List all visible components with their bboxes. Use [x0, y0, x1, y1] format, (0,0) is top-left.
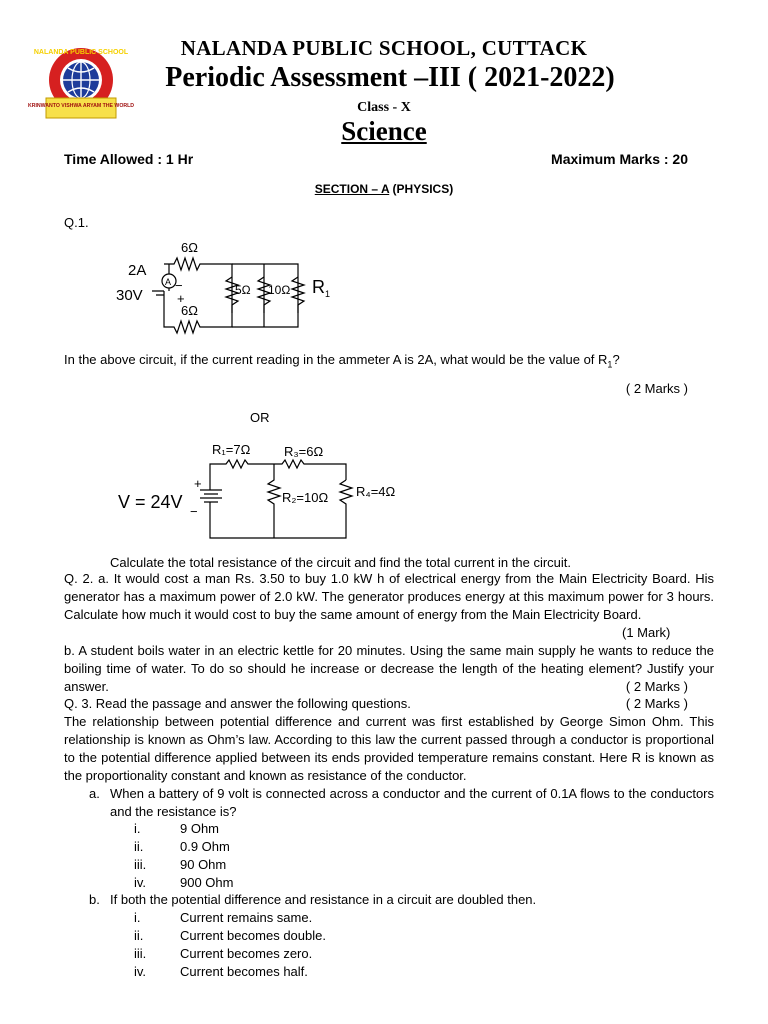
q3-marks: ( 2 Marks ): [625, 696, 688, 711]
maximum-marks: Maximum Marks : 20: [551, 151, 688, 167]
school-name: NALANDA PUBLIC SCHOOL, CUTTACK: [180, 36, 588, 60]
q3b-text: If both the potential difference and resistance in a circuit are doubled then.: [110, 892, 537, 907]
logo-motto: KRINWANTO VISHWA ARYAM THE WORLD: [27, 103, 135, 109]
q3a-text: When a battery of 9 volt is connected across a conductor and the current of 0.1A flows to the conductors and the resistance is?: [110, 786, 714, 819]
c1-r1-sub: 1: [325, 289, 331, 299]
c1-r-mid-label: 5Ω: [235, 283, 251, 297]
c2-minus: −: [190, 504, 198, 519]
c1-r-top-label: 6Ω: [181, 240, 198, 255]
q1-question-sub: 1: [607, 359, 613, 370]
c1-ammeter-label: A: [165, 277, 172, 287]
q3a-option-text: 900 Ohm: [180, 875, 234, 890]
c2-voltage-label: V = 24V: [118, 492, 183, 512]
c2-r3-label: R₃=6Ω: [284, 444, 324, 459]
c1-r-right-label: 10Ω: [268, 283, 291, 297]
q3b-option-num: iv.: [134, 964, 147, 979]
time-allowed: Time Allowed : 1 Hr: [64, 151, 194, 167]
q3-passage: The relationship between potential difference and current was first established by George Simon Ohm. This relationship is known as Ohm’s law. According to this law the current passed through a conductor is proportional to the potential difference applied between its ends provided temperature remains constant. Here R is known as the proportionality constant and known as resistance of the conductor.: [64, 714, 714, 783]
q2b-text: b. A student boils water in an electric kettle for 20 minutes. Using the same main supply he wants to reduce the boiling time of water. To do so should he increase or decrease the length of the heating element? Justify your answer.: [64, 643, 714, 694]
q3a-option-text: 0.9 Ohm: [180, 839, 230, 854]
q3a-option-num: ii.: [134, 839, 144, 854]
q3a-label: a.: [89, 786, 100, 801]
class-label: Class - X: [357, 100, 411, 115]
logo-ring-text: NALANDA PUBLIC SCHOOL: [33, 49, 129, 56]
q3-heading: Q. 3. Read the passage and answer the following questions.: [64, 696, 411, 711]
c1-plus: +: [177, 291, 185, 306]
q3b-label: b.: [89, 892, 100, 907]
q3b-option-num: ii.: [134, 928, 144, 943]
c1-r1-label: R: [312, 277, 325, 297]
section-label: SECTION – A: [314, 182, 390, 196]
c1-r-bottom-label: 6Ω: [181, 303, 198, 318]
q1-question-end: ?: [612, 352, 620, 367]
or-label: OR: [250, 410, 270, 425]
q1-question: [64, 351, 620, 374]
q2b-marks: ( 2 Marks ): [625, 679, 688, 694]
circuit-diagram-1: [112, 233, 340, 339]
q1-question-text: In the above circuit, if the current reading in the ammeter A is 2A, what would be the value of R: [64, 352, 608, 367]
c2-r1-label: R₁=7Ω: [212, 442, 251, 457]
circuit-diagram-2: [110, 436, 410, 544]
c2-plus: +: [194, 476, 202, 491]
q3a-option-text: 9 Ohm: [180, 821, 220, 836]
q3a-option-num: iv.: [134, 875, 147, 890]
assessment-title: Periodic Assessment –III ( 2021-2022): [165, 62, 615, 93]
subject-title: [0, 116, 768, 147]
c2-r2-label: R₂=10Ω: [282, 490, 329, 505]
q1-number: Q.1.: [64, 215, 89, 230]
q2a-marks: (1 Mark): [622, 625, 671, 640]
c2-r4-label: R₄=4Ω: [356, 484, 396, 499]
c1-current-label: 2A: [128, 262, 147, 279]
c1-minus: −: [175, 278, 183, 293]
q1-alt-question: Calculate the total resistance of the circuit and find the total current in the circuit.: [110, 555, 572, 570]
q3b-option-text: Current becomes double.: [180, 928, 326, 943]
q3b-option-text: Current becomes zero.: [180, 946, 313, 961]
q3b-option-num: iii.: [134, 946, 147, 961]
section-subject: (PHYSICS): [389, 182, 454, 196]
section-heading: [0, 182, 768, 196]
q3b-option-text: Current remains same.: [180, 910, 313, 925]
c1-voltage-label: 30V: [116, 287, 143, 304]
subject-text: Science: [341, 116, 427, 146]
q3b-option-num: i.: [134, 910, 141, 925]
q3a-option-text: 90 Ohm: [180, 857, 227, 872]
q1-marks: ( 2 Marks ): [625, 381, 688, 396]
q3a-option-num: iii.: [134, 857, 147, 872]
q2a-text: Q. 2. a. It would cost a man Rs. 3.50 to buy 1.0 kW h of electrical energy from the Main Electricity Board. His generator has a maximum power of 2.0 kW. The generator produces energy at this maximum power for 3 hours. Calculate how much it would cost to buy the same amount of energy from the Main Electricity Board.: [64, 571, 714, 622]
q3b-option-text: Current becomes half.: [180, 964, 308, 979]
q3a-option-num: i.: [134, 821, 141, 836]
